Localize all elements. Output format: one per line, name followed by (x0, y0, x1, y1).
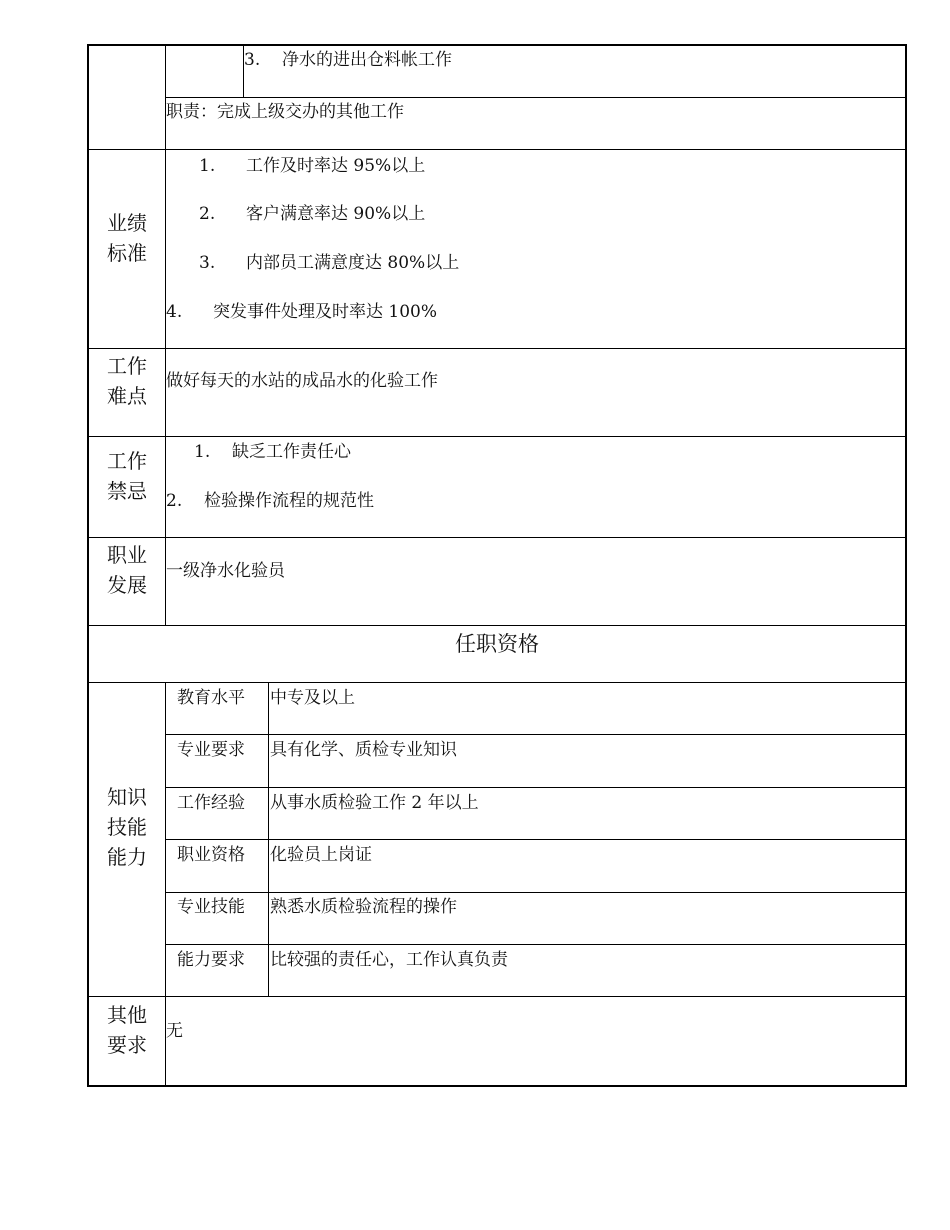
difficulty-text: 做好每天的水站的成品水的化验工作 (166, 371, 438, 391)
duty-item-3 (244, 50, 452, 70)
qualification-label: 能力要求 (177, 950, 245, 970)
career-label: 职业 发展 (107, 543, 147, 597)
difficulty-label: 工作 难点 (107, 354, 147, 408)
qualification-value: 从事水质检验工作 2 年以上 (270, 793, 479, 813)
qualifications-heading: 任职资格 (455, 632, 539, 656)
table-border-right (905, 44, 907, 1087)
qualification-value: 熟悉水质检验流程的操作 (270, 897, 457, 917)
qualification-label: 教育水平 (177, 688, 245, 708)
qualification-value: 化验员上岗证 (270, 845, 372, 865)
section-divider (87, 625, 907, 626)
label-column-divider (165, 44, 166, 626)
knowledge-group-label: 知识 技能 能力 (107, 785, 147, 869)
performance-item: 3. 内部员工满意度达 80%以上 (199, 253, 460, 273)
duties-row-divider (165, 97, 906, 98)
duty-item-text: 净水的进出仓料帐工作 (282, 50, 452, 70)
table-border-top (87, 44, 907, 46)
qualification-label: 工作经验 (177, 793, 245, 813)
section-divider (87, 348, 907, 349)
performance-item: 4. 突发事件处理及时率达 100% (166, 302, 438, 322)
other-label: 其他 要求 (107, 1003, 147, 1057)
qualification-value: 具有化学、质检专业知识 (270, 740, 457, 760)
qualification-label: 专业要求 (177, 740, 245, 760)
career-text: 一级净水化验员 (166, 561, 285, 581)
qualification-row-divider (165, 892, 906, 893)
performance-label: 业绩 标准 (107, 211, 147, 265)
qualification-label: 专业技能 (177, 897, 245, 917)
taboo-item: 2. 检验操作流程的规范性 (166, 491, 374, 511)
qualification-row-divider (165, 944, 906, 945)
qualification-label: 职业资格 (177, 845, 245, 865)
section-divider (87, 682, 907, 683)
section-divider (87, 149, 907, 150)
qualification-row-divider (165, 839, 906, 840)
qualification-row-divider (165, 734, 906, 735)
qualification-row-divider (165, 787, 906, 788)
qualification-value: 比较强的责任心，工作认真负责 (270, 950, 508, 970)
table-border-bottom (87, 1085, 907, 1087)
taboo-item: 1. 缺乏工作责任心 (194, 442, 351, 462)
section-divider (87, 537, 907, 538)
qualification-value: 中专及以上 (270, 688, 355, 708)
taboos-label: 工作 禁忌 (107, 449, 147, 503)
other-text: 无 (166, 1021, 183, 1041)
qualification-label-divider (268, 683, 269, 997)
duty-item-number: 3. (244, 50, 261, 70)
section-divider (87, 436, 907, 437)
duty-other: 职责：完成上级交办的其他工作 (166, 102, 404, 122)
performance-item: 1. 工作及时率达 95%以上 (199, 156, 426, 176)
performance-item: 2. 客户满意率达 90%以上 (199, 204, 426, 224)
section-divider (87, 996, 907, 997)
